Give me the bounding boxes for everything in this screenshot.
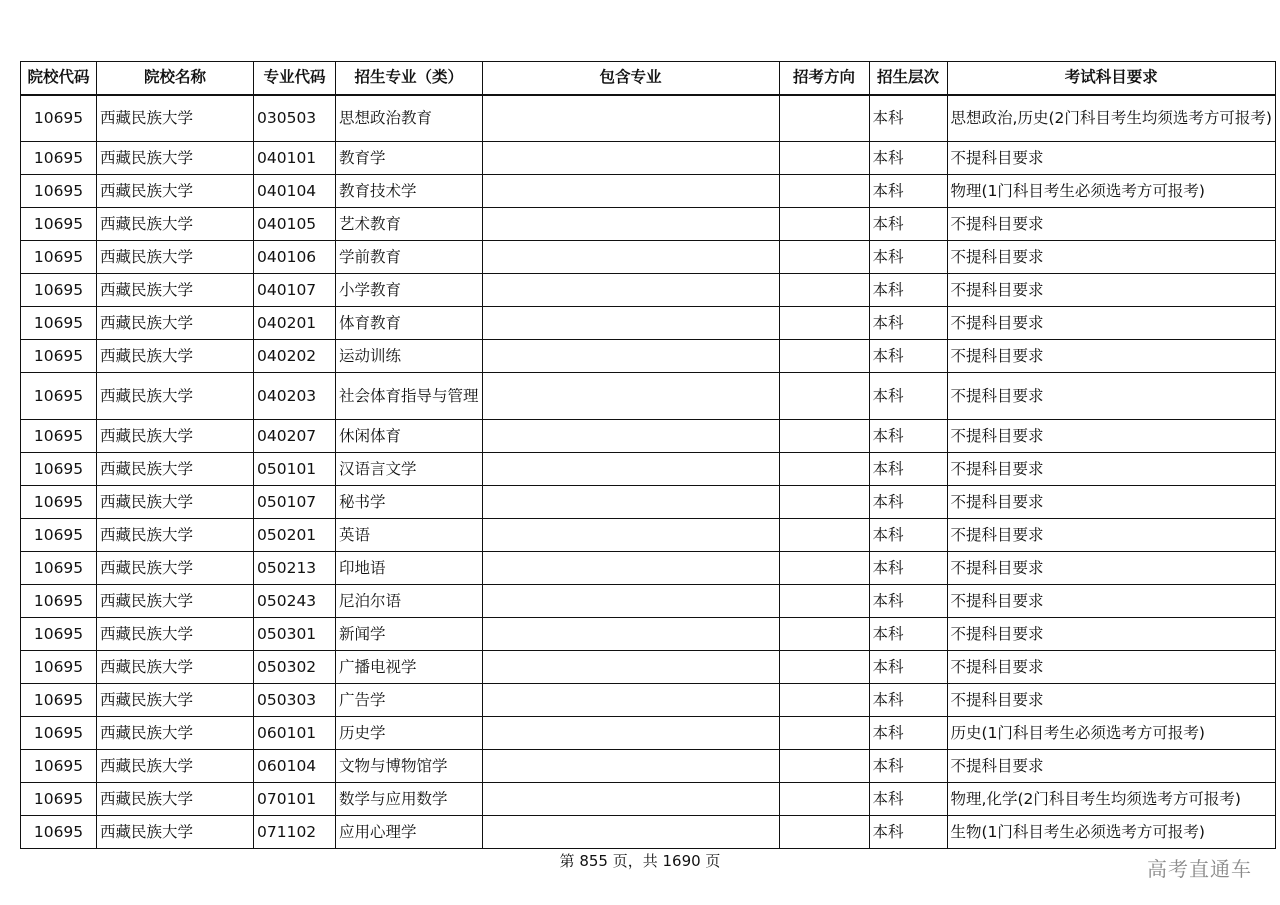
cell-included-majors <box>482 307 779 340</box>
cell-school-code: 10695 <box>21 340 97 373</box>
cell-level: 本科 <box>869 420 947 453</box>
cell-level: 本科 <box>869 453 947 486</box>
header-direction: 招考方向 <box>779 62 869 95</box>
cell-school-name: 西藏民族大学 <box>97 241 254 274</box>
page-number: 第 855 页，共 1690 页 <box>559 852 721 870</box>
cell-school-code: 10695 <box>21 519 97 552</box>
cell-school-name: 西藏民族大学 <box>97 453 254 486</box>
cell-major-code: 050301 <box>254 618 336 651</box>
cell-school-code: 10695 <box>21 552 97 585</box>
table-row <box>21 420 1276 453</box>
cell-subject-requirements: 不提科目要求 <box>947 552 1275 585</box>
header-included-majors: 包含专业 <box>482 62 779 95</box>
table-row <box>21 208 1276 241</box>
cell-subject-requirements: 不提科目要求 <box>947 453 1275 486</box>
cell-major-code: 040101 <box>254 142 336 175</box>
cell-included-majors <box>482 750 779 783</box>
cell-major: 文物与博物馆学 <box>336 750 483 783</box>
cell-school-code: 10695 <box>21 486 97 519</box>
cell-included-majors <box>482 519 779 552</box>
cell-direction <box>779 241 869 274</box>
cell-major: 艺术教育 <box>336 208 483 241</box>
cell-included-majors <box>482 651 779 684</box>
cell-subject-requirements: 不提科目要求 <box>947 307 1275 340</box>
cell-major-code: 040104 <box>254 175 336 208</box>
cell-school-code: 10695 <box>21 618 97 651</box>
cell-school-code: 10695 <box>21 453 97 486</box>
cell-school-name: 西藏民族大学 <box>97 552 254 585</box>
cell-school-name: 西藏民族大学 <box>97 175 254 208</box>
cell-included-majors <box>482 816 779 849</box>
cell-major: 汉语言文学 <box>336 453 483 486</box>
cell-level: 本科 <box>869 717 947 750</box>
cell-school-name: 西藏民族大学 <box>97 750 254 783</box>
cell-major: 印地语 <box>336 552 483 585</box>
cell-level: 本科 <box>869 783 947 816</box>
cell-direction <box>779 274 869 307</box>
cell-major-code: 040201 <box>254 307 336 340</box>
cell-major: 应用心理学 <box>336 816 483 849</box>
cell-school-name: 西藏民族大学 <box>97 142 254 175</box>
cell-major-code: 040207 <box>254 420 336 453</box>
cell-included-majors <box>482 717 779 750</box>
cell-major: 教育技术学 <box>336 175 483 208</box>
cell-school-code: 10695 <box>21 585 97 618</box>
cell-school-name: 西藏民族大学 <box>97 717 254 750</box>
cell-included-majors <box>482 175 779 208</box>
cell-school-code: 10695 <box>21 717 97 750</box>
cell-direction <box>779 684 869 717</box>
cell-subject-requirements: 不提科目要求 <box>947 274 1275 307</box>
cell-major: 教育学 <box>336 142 483 175</box>
cell-major: 新闻学 <box>336 618 483 651</box>
cell-major-code: 040203 <box>254 373 336 420</box>
cell-major-code: 040107 <box>254 274 336 307</box>
cell-major: 社会体育指导与管理 <box>336 373 483 420</box>
table-row <box>21 618 1276 651</box>
cell-direction <box>779 717 869 750</box>
table-row <box>21 373 1276 420</box>
cell-major-code: 040202 <box>254 340 336 373</box>
cell-major: 运动训练 <box>336 340 483 373</box>
cell-major-code: 060101 <box>254 717 336 750</box>
cell-school-code: 10695 <box>21 274 97 307</box>
cell-included-majors <box>482 453 779 486</box>
table-row <box>21 552 1276 585</box>
header-major: 招生专业（类） <box>336 62 483 95</box>
table-row <box>21 750 1276 783</box>
cell-included-majors <box>482 684 779 717</box>
cell-major-code: 040105 <box>254 208 336 241</box>
cell-major-code: 060104 <box>254 750 336 783</box>
header-school-name: 院校名称 <box>97 62 254 95</box>
cell-level: 本科 <box>869 373 947 420</box>
cell-direction <box>779 816 869 849</box>
cell-subject-requirements: 不提科目要求 <box>947 420 1275 453</box>
cell-included-majors <box>482 618 779 651</box>
cell-school-name: 西藏民族大学 <box>97 519 254 552</box>
cell-school-code: 10695 <box>21 208 97 241</box>
cell-major-code: 071102 <box>254 816 336 849</box>
cell-major: 小学教育 <box>336 274 483 307</box>
cell-subject-requirements: 生物(1门科目考生必须选考方可报考) <box>947 816 1275 849</box>
cell-school-name: 西藏民族大学 <box>97 340 254 373</box>
cell-level: 本科 <box>869 816 947 849</box>
table-row <box>21 340 1276 373</box>
cell-direction <box>779 307 869 340</box>
cell-major-code: 050302 <box>254 651 336 684</box>
header-subject-requirements: 考试科目要求 <box>947 62 1275 95</box>
cell-direction <box>779 651 869 684</box>
cell-major-code: 050201 <box>254 519 336 552</box>
cell-major: 数学与应用数学 <box>336 783 483 816</box>
table-row <box>21 95 1276 142</box>
cell-school-name: 西藏民族大学 <box>97 783 254 816</box>
cell-level: 本科 <box>869 175 947 208</box>
table-body <box>21 95 1276 849</box>
cell-direction <box>779 585 869 618</box>
cell-major: 广播电视学 <box>336 651 483 684</box>
cell-subject-requirements: 不提科目要求 <box>947 373 1275 420</box>
cell-major: 秘书学 <box>336 486 483 519</box>
cell-subject-requirements: 不提科目要求 <box>947 750 1275 783</box>
table-header <box>21 62 1276 95</box>
header-row <box>21 62 1276 95</box>
cell-school-code: 10695 <box>21 651 97 684</box>
cell-subject-requirements: 不提科目要求 <box>947 618 1275 651</box>
cell-subject-requirements: 物理,化学(2门科目考生均须选考方可报考) <box>947 783 1275 816</box>
cell-school-name: 西藏民族大学 <box>97 95 254 142</box>
cell-subject-requirements: 不提科目要求 <box>947 241 1275 274</box>
cell-school-name: 西藏民族大学 <box>97 618 254 651</box>
cell-included-majors <box>482 142 779 175</box>
cell-school-name: 西藏民族大学 <box>97 651 254 684</box>
cell-direction <box>779 453 869 486</box>
cell-direction <box>779 552 869 585</box>
cell-direction <box>779 340 869 373</box>
cell-level: 本科 <box>869 585 947 618</box>
cell-subject-requirements: 思想政治,历史(2门科目考生均须选考方可报考) <box>947 95 1275 142</box>
table-row <box>21 241 1276 274</box>
cell-direction <box>779 373 869 420</box>
cell-included-majors <box>482 373 779 420</box>
cell-direction <box>779 175 869 208</box>
cell-included-majors <box>482 585 779 618</box>
table-row <box>21 717 1276 750</box>
cell-direction <box>779 420 869 453</box>
cell-direction <box>779 618 869 651</box>
cell-major: 体育教育 <box>336 307 483 340</box>
cell-major: 广告学 <box>336 684 483 717</box>
table-row <box>21 274 1276 307</box>
cell-level: 本科 <box>869 651 947 684</box>
cell-school-code: 10695 <box>21 307 97 340</box>
cell-school-name: 西藏民族大学 <box>97 274 254 307</box>
cell-level: 本科 <box>869 486 947 519</box>
cell-level: 本科 <box>869 618 947 651</box>
cell-direction <box>779 750 869 783</box>
cell-school-code: 10695 <box>21 684 97 717</box>
cell-major: 尼泊尔语 <box>336 585 483 618</box>
cell-school-name: 西藏民族大学 <box>97 208 254 241</box>
table-row <box>21 307 1276 340</box>
cell-major: 休闲体育 <box>336 420 483 453</box>
cell-school-name: 西藏民族大学 <box>97 373 254 420</box>
cell-level: 本科 <box>869 750 947 783</box>
cell-major-code: 050213 <box>254 552 336 585</box>
cell-school-code: 10695 <box>21 373 97 420</box>
cell-subject-requirements: 不提科目要求 <box>947 208 1275 241</box>
cell-included-majors <box>482 95 779 142</box>
cell-school-code: 10695 <box>21 420 97 453</box>
cell-subject-requirements: 不提科目要求 <box>947 684 1275 717</box>
cell-subject-requirements: 历史(1门科目考生必须选考方可报考) <box>947 717 1275 750</box>
cell-school-code: 10695 <box>21 175 97 208</box>
cell-level: 本科 <box>869 684 947 717</box>
cell-school-name: 西藏民族大学 <box>97 420 254 453</box>
table-row <box>21 453 1276 486</box>
cell-included-majors <box>482 208 779 241</box>
cell-major: 学前教育 <box>336 241 483 274</box>
table-row <box>21 651 1276 684</box>
table-row <box>21 142 1276 175</box>
cell-subject-requirements: 不提科目要求 <box>947 585 1275 618</box>
table-row <box>21 684 1276 717</box>
cell-school-name: 西藏民族大学 <box>97 486 254 519</box>
cell-major-code: 050243 <box>254 585 336 618</box>
cell-major-code: 050303 <box>254 684 336 717</box>
cell-level: 本科 <box>869 142 947 175</box>
cell-level: 本科 <box>869 519 947 552</box>
cell-major-code: 070101 <box>254 783 336 816</box>
cell-subject-requirements: 不提科目要求 <box>947 651 1275 684</box>
cell-level: 本科 <box>869 95 947 142</box>
cell-major-code: 040106 <box>254 241 336 274</box>
cell-direction <box>779 519 869 552</box>
cell-level: 本科 <box>869 552 947 585</box>
cell-subject-requirements: 不提科目要求 <box>947 519 1275 552</box>
cell-included-majors <box>482 274 779 307</box>
cell-school-name: 西藏民族大学 <box>97 585 254 618</box>
watermark-text: 高考直通车 <box>1147 857 1252 881</box>
cell-school-code: 10695 <box>21 142 97 175</box>
cell-school-code: 10695 <box>21 241 97 274</box>
header-level: 招生层次 <box>869 62 947 95</box>
table-row <box>21 486 1276 519</box>
cell-included-majors <box>482 420 779 453</box>
admission-table <box>20 61 1276 849</box>
cell-included-majors <box>482 486 779 519</box>
cell-subject-requirements: 不提科目要求 <box>947 340 1275 373</box>
cell-school-name: 西藏民族大学 <box>97 307 254 340</box>
cell-major: 英语 <box>336 519 483 552</box>
cell-included-majors <box>482 552 779 585</box>
cell-level: 本科 <box>869 241 947 274</box>
cell-major-code: 050101 <box>254 453 336 486</box>
table-row <box>21 585 1276 618</box>
cell-direction <box>779 783 869 816</box>
cell-included-majors <box>482 340 779 373</box>
cell-subject-requirements: 不提科目要求 <box>947 486 1275 519</box>
cell-school-code: 10695 <box>21 750 97 783</box>
header-major-code: 专业代码 <box>254 62 336 95</box>
cell-school-code: 10695 <box>21 816 97 849</box>
cell-major-code: 050107 <box>254 486 336 519</box>
header-school-code: 院校代码 <box>21 62 97 95</box>
table-row <box>21 816 1276 849</box>
cell-school-name: 西藏民族大学 <box>97 816 254 849</box>
cell-level: 本科 <box>869 208 947 241</box>
cell-level: 本科 <box>869 274 947 307</box>
cell-direction <box>779 95 869 142</box>
cell-major: 历史学 <box>336 717 483 750</box>
cell-school-code: 10695 <box>21 95 97 142</box>
table-row <box>21 175 1276 208</box>
table-row <box>21 519 1276 552</box>
cell-included-majors <box>482 783 779 816</box>
cell-level: 本科 <box>869 340 947 373</box>
cell-major-code: 030503 <box>254 95 336 142</box>
cell-included-majors <box>482 241 779 274</box>
cell-school-name: 西藏民族大学 <box>97 684 254 717</box>
cell-direction <box>779 208 869 241</box>
table-row <box>21 783 1276 816</box>
cell-school-code: 10695 <box>21 783 97 816</box>
cell-direction <box>779 486 869 519</box>
cell-subject-requirements: 不提科目要求 <box>947 142 1275 175</box>
cell-major: 思想政治教育 <box>336 95 483 142</box>
cell-level: 本科 <box>869 307 947 340</box>
cell-subject-requirements: 物理(1门科目考生必须选考方可报考) <box>947 175 1275 208</box>
cell-direction <box>779 142 869 175</box>
